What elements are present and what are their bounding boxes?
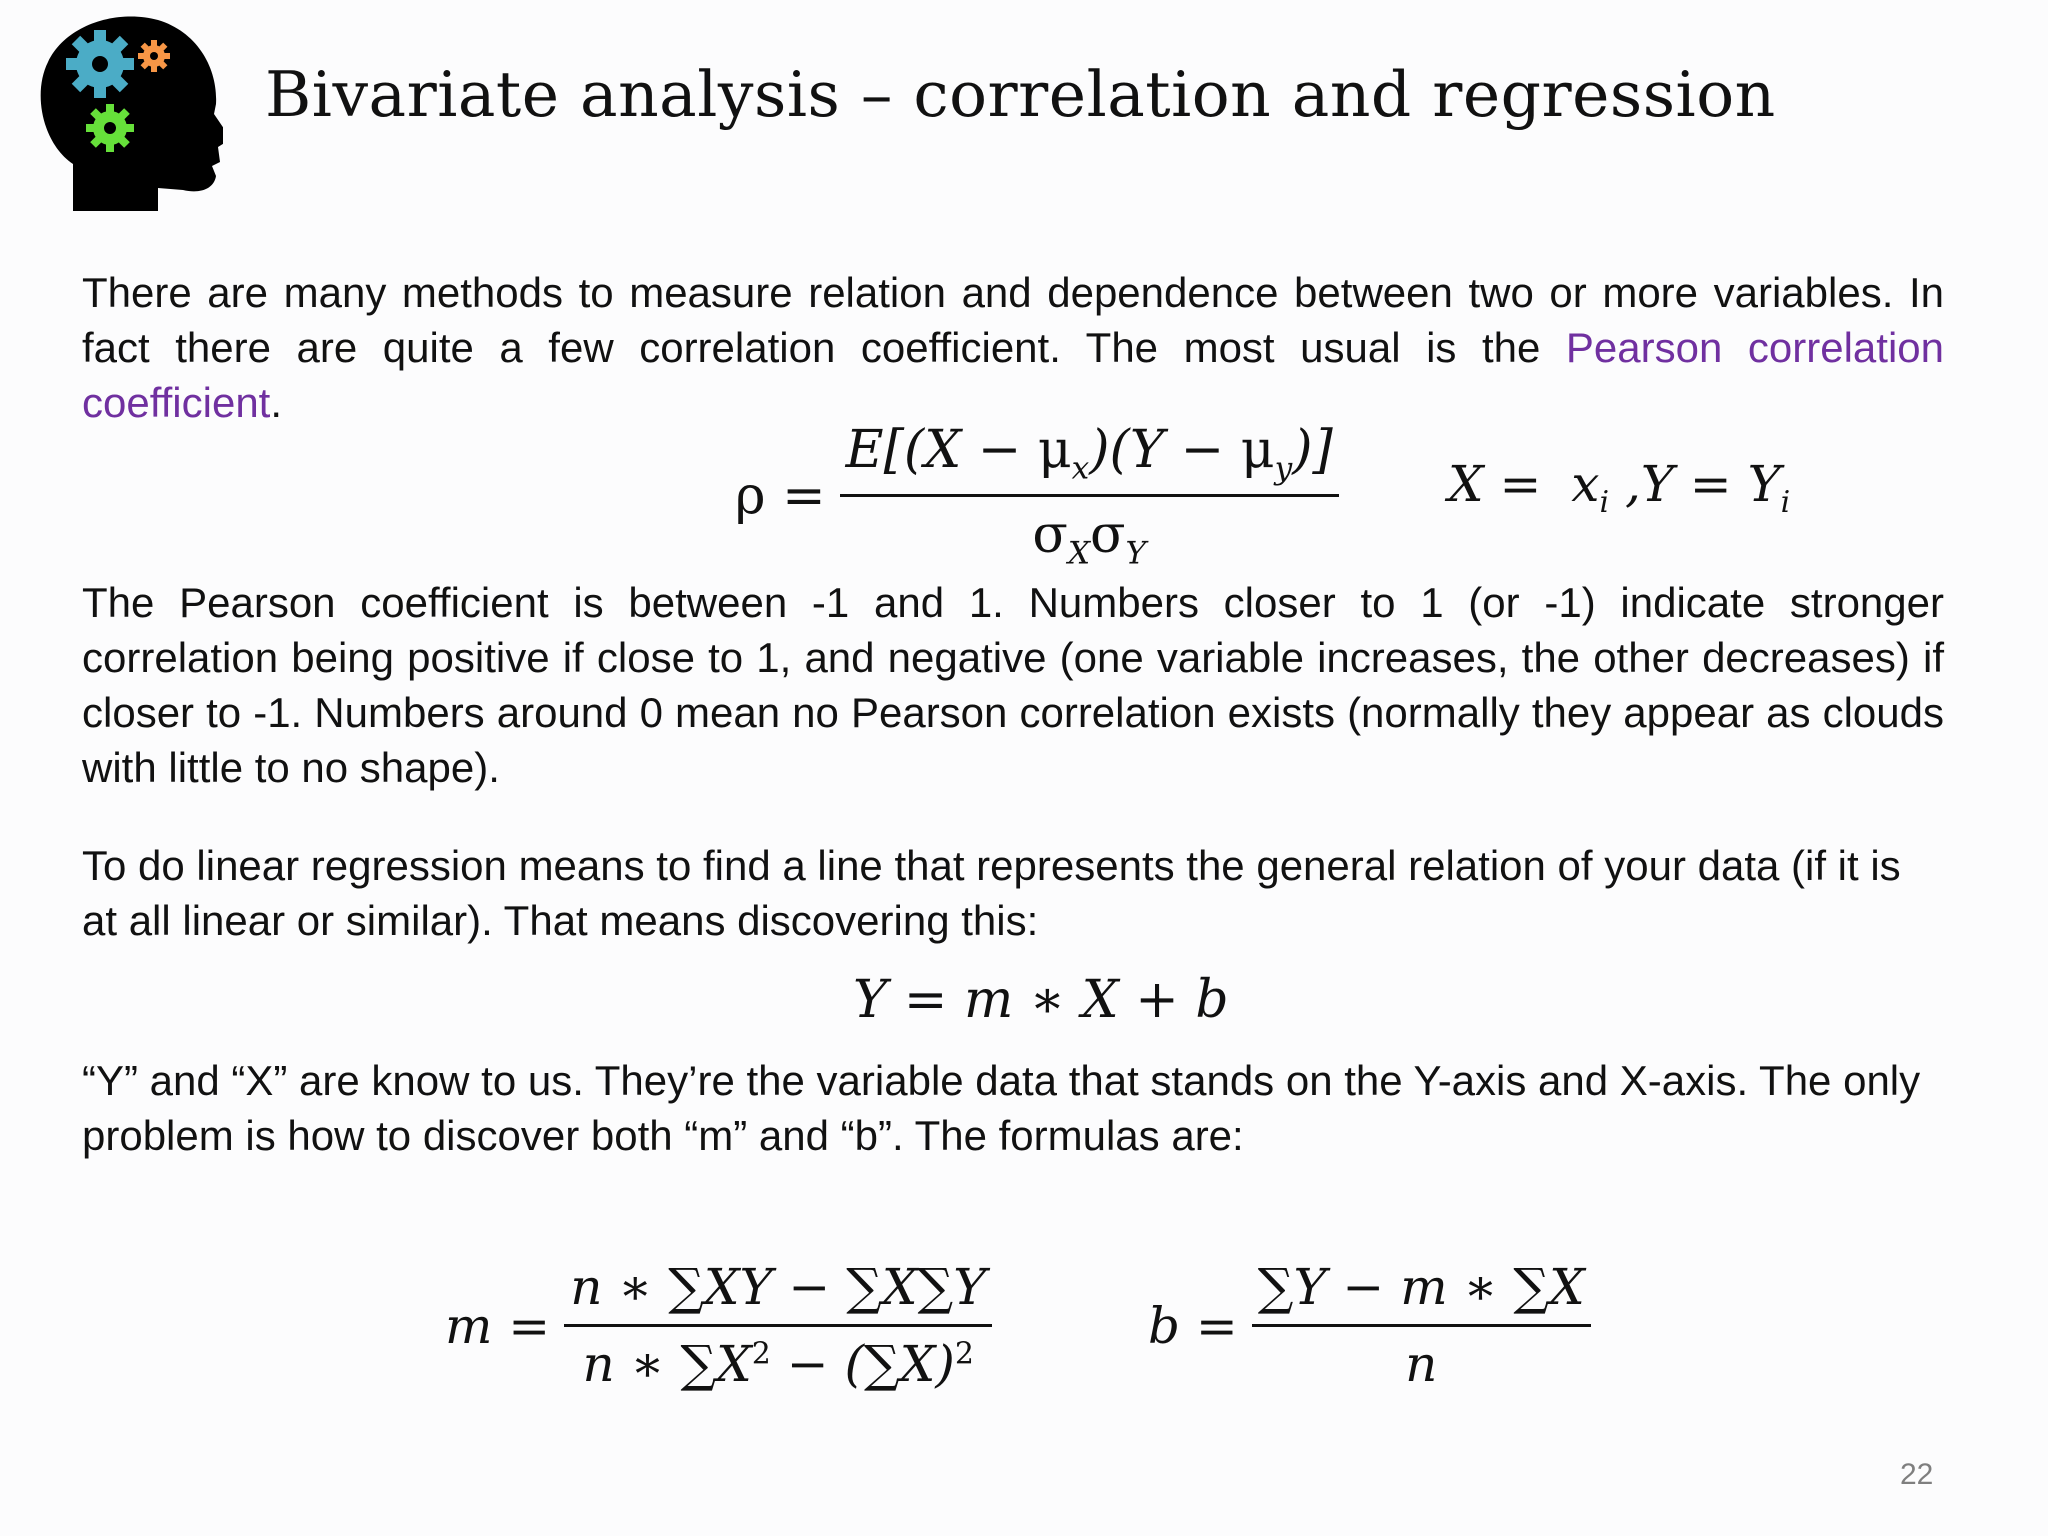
page-number: 22 bbox=[1900, 1458, 1934, 1491]
intro-text: There are many methods to measure relation and dependence between two or more variables. In fact there are quite a few correlation coefficient. The most usual is the bbox=[82, 269, 1944, 371]
pearson-formula: ρ = $\frac{E[(X - \mu_x)(Y - \mu_y)]}{\sigma_X\sigma_Y}$ bbox=[735, 420, 1339, 572]
intro-paragraph bbox=[82, 265, 1944, 430]
intro-end: . bbox=[270, 379, 283, 426]
variable-definition: $X = x_i$ $,Y = Y_i$ bbox=[1448, 455, 1791, 520]
slope-formula: m = $\frac{n ∗ \sum XY - \sum X\sum Y}{n ∗ \sum X^2 - (\sum X)^2}$ bbox=[445, 1258, 992, 1393]
head-gears-icon bbox=[38, 14, 223, 211]
regression-line-formula: Y = m ∗ X + b bbox=[853, 970, 1229, 1030]
green-gear-icon bbox=[86, 104, 134, 152]
regression-intro-paragraph: To do linear regression means to find a line that represents the general relation of your data (if it is at all linear or similar). That means discovering this: bbox=[82, 842, 1901, 944]
intercept-formula: b = $\frac{\sum Y - m ∗ \sum X}{n}$ bbox=[1148, 1258, 1591, 1393]
pearson-correlation-link[interactable]: Pearson correlation coefficient bbox=[82, 324, 1944, 426]
pearson-range-paragraph: The Pearson coefficient is between -1 and 1. Numbers closer to 1 (or -1) indicate stronger correlation being positive if close to 1, and negative (one variable increases, the other decreases) if closer to -1. Numbers around 0 mean no Pearson correlation exists (normally they appear as clouds with little to no shape). bbox=[82, 579, 1944, 791]
slide-title: Bivariate analysis – correlation and regression bbox=[265, 58, 1776, 131]
formulas-intro-paragraph: “Y” and “X” are know to us. They’re the variable data that stands on the Y-axis and X-axis. The only problem is how to discover both “m” and “b”. The formulas are: bbox=[82, 1057, 1921, 1159]
head-silhouette bbox=[41, 16, 223, 211]
orange-gear-icon bbox=[138, 40, 170, 72]
blue-gear-icon bbox=[66, 30, 134, 98]
